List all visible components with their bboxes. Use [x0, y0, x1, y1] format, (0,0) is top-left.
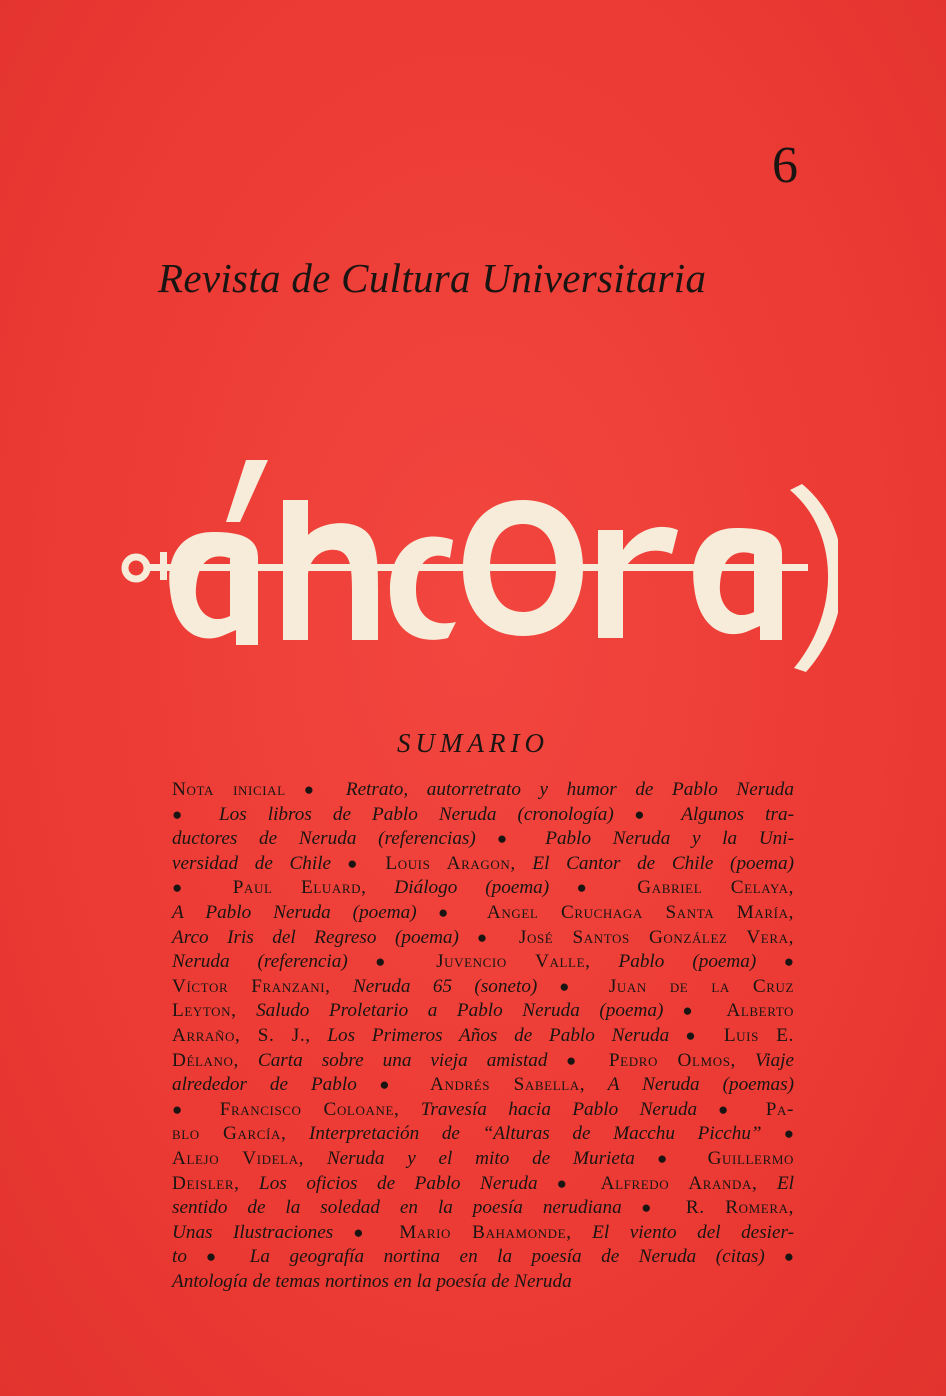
bullet-separator: ● [697, 1099, 766, 1119]
article-title: Saludo Proletario a Pablo Neruda (poema) [236, 1000, 664, 1022]
summary-line [172, 1270, 794, 1295]
summary-line [172, 1172, 794, 1197]
bullet-separator: ● [172, 804, 219, 824]
issue-number: 6 [772, 137, 798, 194]
bullet-separator: ● [475, 829, 546, 849]
bullet-separator: ● [356, 1075, 431, 1095]
author-name: Alejo Videla, [172, 1147, 305, 1169]
author-name: Guillermo [707, 1147, 794, 1169]
article-title: El Cantor de Chile (poema) [515, 852, 794, 874]
summary-line [172, 950, 794, 975]
table-of-contents [172, 778, 794, 1294]
summary-line [172, 1196, 794, 1221]
article-title: Unas Ilustraciones [172, 1221, 334, 1243]
author-name: Juan de la Cruz [608, 975, 795, 997]
author-name: Louis Aragon, [385, 852, 516, 874]
article-title: Los Primeros Años de Pablo Neruda [310, 1024, 670, 1046]
bullet-separator: ● [172, 878, 233, 898]
article-title: Carta sobre una vieja amistad [238, 1049, 548, 1071]
summary-line [172, 901, 794, 926]
summary-line [172, 1122, 794, 1147]
author-name: Pedro Olmos, [608, 1049, 736, 1071]
author-name: Leyton, [172, 1000, 237, 1022]
summary-line [172, 926, 794, 951]
article-title: Neruda (referencia) [172, 951, 348, 973]
bullet-separator: ● [186, 1247, 250, 1267]
author-name: Alfredo Aranda, [600, 1172, 758, 1194]
article-title: Los oficios de Pablo Neruda [239, 1172, 538, 1194]
bullet-separator: ● [669, 1025, 724, 1045]
article-title: Viaje [735, 1049, 795, 1071]
author-name: José Santos González Vera, [518, 926, 794, 948]
author-name: Víctor Franzani, [172, 975, 331, 997]
bullet-separator: ● [416, 902, 487, 922]
article-title: sentido de la soledad en la poesía nerudiana [172, 1197, 622, 1219]
article-title: El [757, 1172, 794, 1194]
bullet-separator: ● [458, 927, 519, 947]
bullet-separator: ● [761, 1124, 794, 1144]
bullet-separator: ● [172, 1099, 220, 1119]
summary-line [172, 1147, 794, 1172]
article-title: Travesía hacia Pablo Neruda [399, 1098, 698, 1120]
summary-line [172, 1221, 794, 1246]
article-title: Retrato, autorretrato y humor de Pablo Neruda [345, 779, 794, 800]
author-name: Luis E. [723, 1024, 794, 1046]
author-name: Angel Cruchaga Santa María, [486, 901, 794, 923]
article-title: Arco Iris del Regreso (poema) [172, 926, 459, 948]
author-name: Francisco Coloane, [219, 1098, 400, 1120]
bullet-separator: ● [621, 1198, 686, 1218]
author-name: Arraño, S. J., [172, 1024, 311, 1046]
author-name: Andrés Sabella, [430, 1074, 586, 1096]
author-name: Nota inicial [172, 779, 286, 800]
summary-line [172, 1073, 794, 1098]
article-title: Neruda 65 (soneto) [330, 975, 538, 997]
author-name: Gabriel Celaya, [637, 877, 794, 899]
article-title: Pablo (poema) [590, 951, 757, 973]
author-name: Pa- [765, 1098, 794, 1120]
article-title: Neruda y el mito de Murieta [304, 1147, 635, 1169]
author-name: R. Romera, [685, 1197, 794, 1219]
ancora-logo [118, 440, 838, 680]
bullet-separator: ● [537, 976, 609, 996]
summary-line [172, 999, 794, 1024]
bullet-separator: ● [331, 853, 386, 873]
article-title: Pablo Neruda y la Uni- [545, 828, 794, 850]
bullet-separator: ● [764, 1247, 794, 1267]
bullet-separator: ● [347, 952, 437, 972]
article-title: Interpretación de “Alturas de Macchu Picchu” [286, 1123, 762, 1145]
author-name: Juvencio Valle, [436, 951, 591, 973]
summary-line [172, 975, 794, 1000]
bullet-separator: ● [663, 1001, 727, 1021]
article-title: A Pablo Neruda (poema) [172, 901, 417, 923]
article-title: Diálogo (poema) [366, 877, 550, 899]
summary-line [172, 1245, 794, 1270]
sumario-heading: SUMARIO [397, 728, 549, 758]
summary-line [172, 1049, 794, 1074]
summary-line [172, 852, 794, 877]
bullet-separator: ● [285, 780, 346, 799]
article-title: Algunos tra- [681, 803, 794, 825]
author-name: Deisler, [172, 1172, 240, 1194]
bullet-separator: ● [756, 952, 794, 972]
bullet-separator: ● [634, 1148, 708, 1168]
bullet-separator: ● [547, 1050, 609, 1070]
bullet-separator: ● [537, 1173, 601, 1193]
article-title: A Neruda (poemas) [585, 1074, 794, 1096]
article-title: Antología de temas nortinos en la poesía de Neruda [172, 1270, 572, 1292]
summary-line [172, 778, 794, 803]
article-title: La geografía nortina en la poesía de Neruda (citas) [249, 1246, 765, 1268]
bullet-separator: ● [613, 804, 682, 824]
summary-line [172, 803, 794, 828]
author-name: blo García, [172, 1123, 287, 1145]
article-title: alrededor de Pablo [172, 1074, 357, 1096]
summary-line [172, 876, 794, 901]
summary-line [172, 827, 794, 852]
summary-line [172, 1098, 794, 1123]
author-name: Paul Eluard, [232, 877, 367, 899]
article-title: to [172, 1246, 187, 1268]
author-name: Alberto [726, 1000, 794, 1022]
author-name: Mario Bahamonde, [399, 1221, 572, 1243]
summary-line [172, 1024, 794, 1049]
bullet-separator: ● [333, 1222, 400, 1242]
article-title: Los libros de Pablo Neruda (cronología) [219, 803, 614, 825]
article-title: El viento del desier- [571, 1221, 794, 1243]
author-name: Délano, [172, 1049, 239, 1071]
magazine-subtitle: Revista de Cultura Universitaria [158, 255, 707, 301]
bullet-separator: ● [549, 878, 638, 898]
article-title: versidad de Chile [172, 852, 332, 874]
article-title: ductores de Neruda (referencias) [172, 828, 476, 850]
